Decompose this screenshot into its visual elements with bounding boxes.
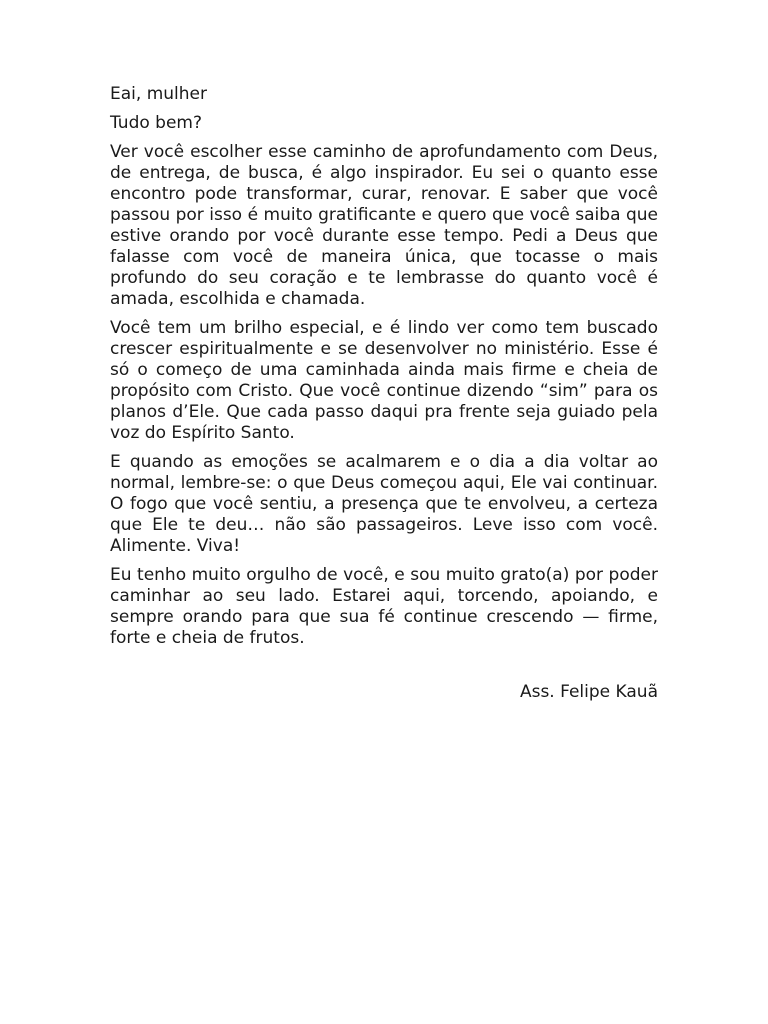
letter-paragraph-1: Ver você escolher esse caminho de aprofundamento com Deus, de entrega, de busca, é algo inspirador. Eu sei o quanto esse encontro pode transformar, curar, renovar. E saber que você passou por isso é muito gratificante e quero que você saiba que estive orando por você durante esse tempo. Pedi a Deus que falasse com você de maneira única, que tocasse o mais profundo do seu coração e te lembrasse do quanto você é amada, escolhida e chamada.	[110, 142, 658, 309]
letter-question: Tudo bem?	[110, 113, 203, 133]
letter-page	[110, 84, 658, 711]
letter-signature: Ass. Felipe Kauã	[519, 682, 658, 702]
letter-paragraph-3: E quando as emoções se acalmarem e o dia a dia voltar ao normal, lembre-se: o que Deus começou aqui, Ele vai continuar. O fogo que você sentiu, a presença que te envolveu, a certeza que Ele te deu… não são passageiros. Leve isso com você. Alimente. Viva!	[110, 452, 658, 556]
letter-paragraph-4: Eu tenho muito orgulho de você, e sou muito grato(a) por poder caminhar ao seu lado. Estarei aqui, torcendo, apoiando, e sempre orando para que sua fé continue crescendo — firme, forte e cheia de frutos.	[110, 565, 658, 648]
letter-paragraph-2: Você tem um brilho especial, e é lindo ver como tem buscado crescer espiritualmente e se desenvolver no ministério. Esse é só o começo de uma caminhada ainda mais firme e cheia de propósito com Cristo. Que você continue dizendo “sim” para os planos d’Ele. Que cada passo daqui pra frente seja guiado pela voz do Espírito Santo.	[110, 318, 658, 443]
letter-greeting: Eai, mulher	[110, 84, 207, 104]
